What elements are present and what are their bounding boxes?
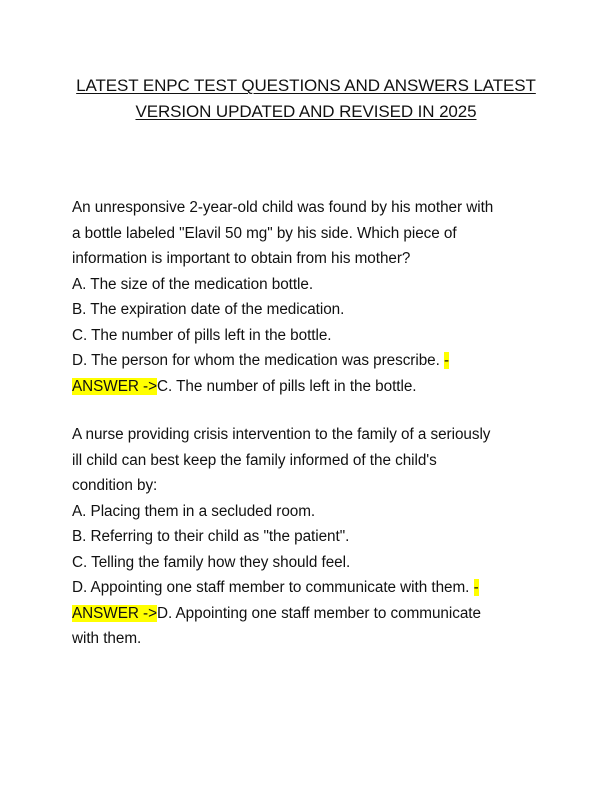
document-title — [40, 73, 572, 125]
answer-marker: ANSWER -> — [72, 377, 157, 395]
option-b: B. The expiration date of the medication. — [72, 301, 345, 318]
answer-line — [72, 374, 552, 400]
question-block-1 — [72, 195, 552, 399]
option-b: B. Referring to their child as "the patient". — [72, 528, 350, 545]
option-d: D. Appointing one staff member to communicate with them. — [72, 579, 474, 596]
option-d: D. The person for whom the medication was prescribe. — [72, 352, 445, 369]
option-c: C. The number of pills left in the bottle. — [72, 326, 332, 344]
question-text-line: An unresponsive 2-year-old child was found by his mother with — [72, 199, 494, 216]
answer-text: C. The number of pills left in the bottle. — [156, 377, 417, 395]
question-text-line: information is important to obtain from his mother? — [72, 250, 411, 267]
title-line-2: VERSION UPDATED AND REVISED IN 2025 — [135, 102, 477, 121]
question-text-line: ill child can best keep the family informed of the child's — [72, 451, 437, 469]
option-a: A. Placing them in a secluded room. — [72, 502, 316, 520]
answer-text: D. Appointing one staff member to communicate — [156, 604, 481, 622]
question-text-line: A nurse providing crisis intervention to the family of a seriously — [72, 426, 491, 443]
question-text-line: a bottle labeled "Elavil 50 mg" by his side. Which piece of — [72, 224, 457, 242]
answer-marker: ANSWER -> — [72, 604, 157, 622]
option-a: A. The size of the medication bottle. — [72, 275, 314, 293]
question-block-2 — [72, 422, 552, 652]
answer-marker-dash: - — [473, 579, 479, 596]
answer-text-continued: with them. — [72, 630, 142, 647]
option-d-line — [72, 575, 552, 601]
answer-line — [72, 601, 552, 627]
question-text-line: condition by: — [72, 477, 158, 494]
title-line-1: LATEST ENPC TEST QUESTIONS AND ANSWERS LATEST — [76, 76, 536, 95]
option-d-line — [72, 348, 552, 374]
answer-marker-dash: - — [444, 352, 450, 369]
option-c: C. Telling the family how they should feel. — [72, 553, 351, 571]
